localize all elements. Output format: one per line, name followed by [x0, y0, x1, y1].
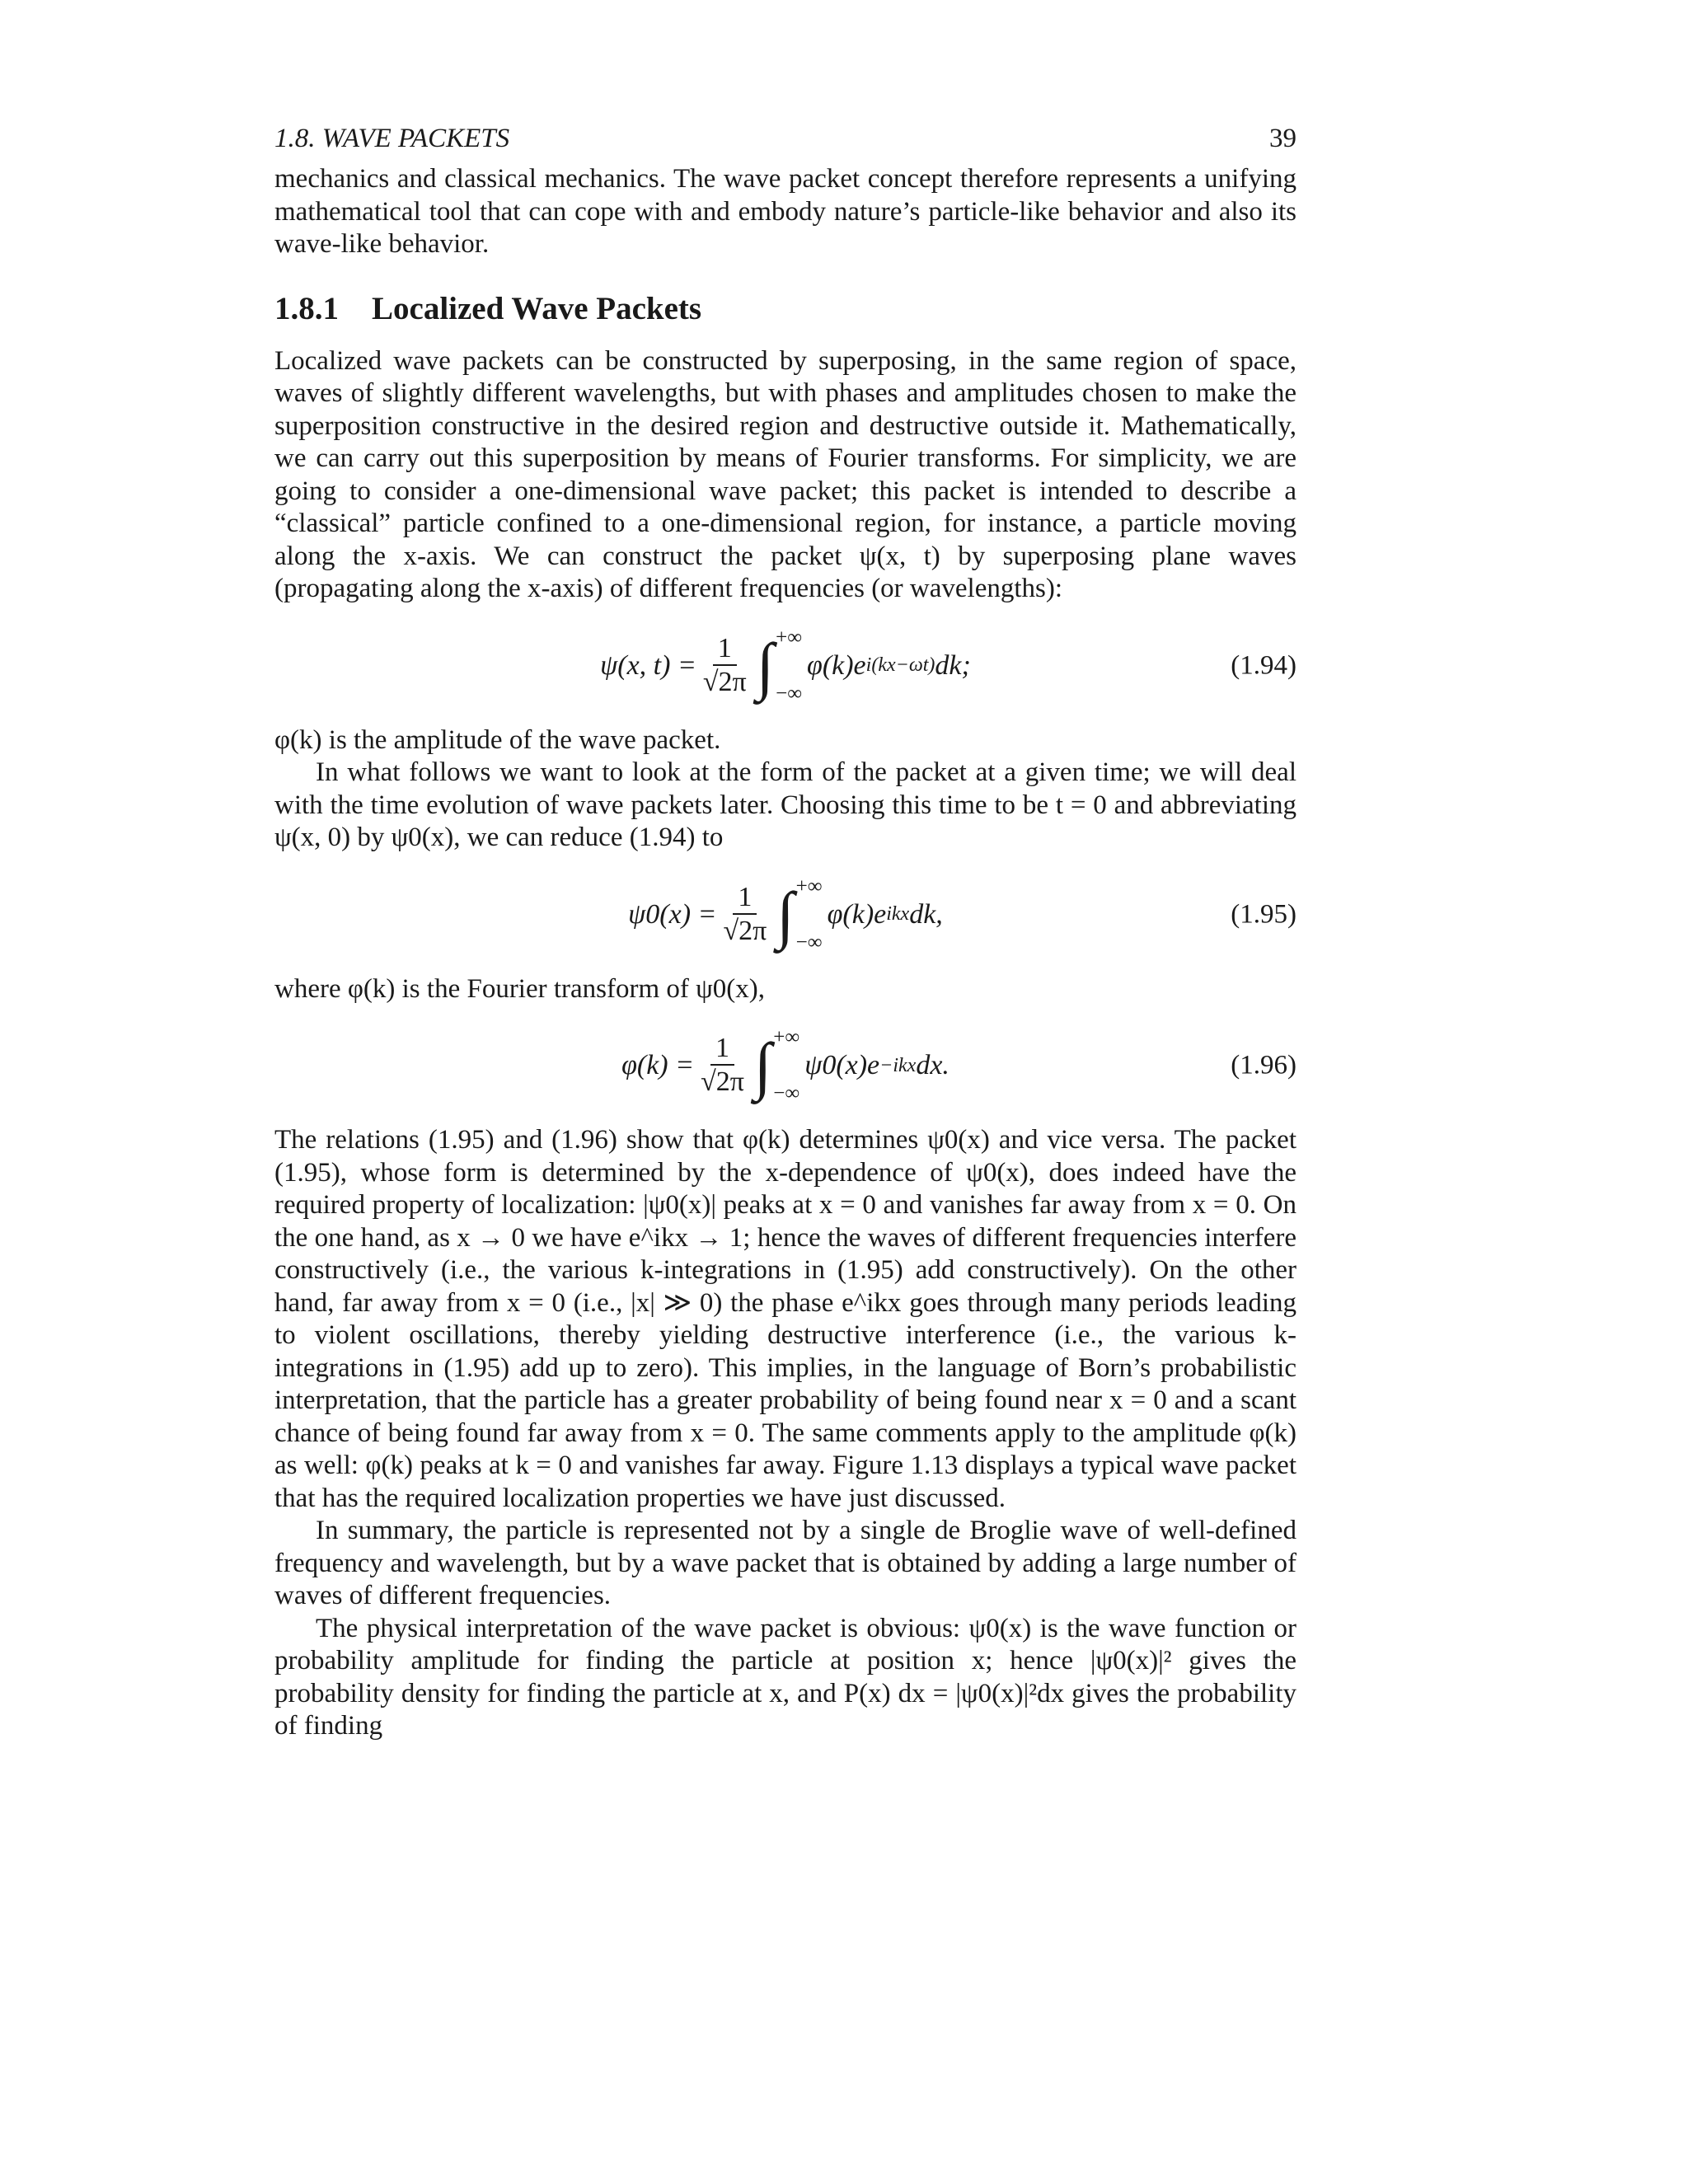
eq96-integrand: ψ0(x)e [804, 1050, 880, 1080]
eq95-differential: dk, [909, 898, 943, 930]
book-page [274, 124, 1296, 1743]
eq95-numerator: 1 [733, 882, 757, 915]
eq94-exponent: i(kx−ωt) [865, 654, 935, 676]
eq96-lhs: φ(k) = [621, 1050, 695, 1080]
eq96-integral-sign: ∫ +∞ −∞ [753, 1026, 800, 1104]
eq94-tag: (1.94) [1231, 650, 1296, 680]
paragraph-time: In what follows we want to look at the form of the packet at a given time; we will deal with the time evolution of wave packets later. Choosing this time to be t = 0 and abbreviating ψ(x, 0) by ψ0(x), we can reduce (1.94) to [274, 757, 1296, 852]
eq96-lower-limit: −∞ [773, 1082, 800, 1104]
section-heading [274, 291, 1296, 327]
eq95-lower-limit: −∞ [795, 930, 823, 954]
running-header-section: 1.8. WAVE PACKETS [274, 124, 510, 153]
eq96-upper-limit: +∞ [773, 1026, 800, 1048]
eq95-upper-limit: +∞ [795, 874, 823, 898]
eq94-differential: dk; [935, 649, 971, 681]
eq95-exponent: ikx [886, 903, 910, 925]
eq95-integral-sign: ∫ +∞ −∞ [776, 874, 823, 954]
eq96-fraction [701, 1033, 744, 1099]
section-title: Localized Wave Packets [372, 290, 702, 326]
eq95-integrand: φ(k)e [827, 898, 887, 930]
eq95-fraction [723, 882, 767, 948]
eq96-tag: (1.96) [1231, 1050, 1296, 1080]
eq95-denominator: √2π [723, 915, 767, 946]
eq95-tag: (1.95) [1231, 899, 1296, 929]
section-number: 1.8.1 [274, 290, 339, 326]
paragraph-intro: Localized wave packets can be constructed by superposing, in the same region of space, waves of slightly different wavelengths, but with phases and amplitudes chosen to make the superposition constructive in the desired region and destructive outside it. Mathematically, we can carry out this superposition by means of Fourier transforms. For simplicity, we are going to consider a one-dimensional wave packet; this packet is intended to describe a “classical” particle confined to a one-dimensional region, for instance, a particle moving along the x-axis. We can construct the packet ψ(x, t) by superposing plane waves (propagating along the x-axis) of different frequencies (or wavelengths): [274, 345, 1296, 603]
page-number: 39 [1269, 124, 1296, 153]
eq96-differential: dx. [916, 1050, 950, 1080]
eq94-lower-limit: −∞ [776, 682, 803, 705]
equation-1-96 [274, 1017, 1296, 1114]
equation-1-95 [274, 866, 1296, 963]
eq94-integrand: φ(k)e [807, 649, 866, 681]
eq94-integral-sign: ∫ +∞ −∞ [756, 626, 803, 705]
eq94-lhs: ψ(x, t) = [600, 649, 696, 681]
running-header [274, 124, 1296, 163]
paragraph-continuation: mechanics and classical mechanics. The wave packet concept therefore represents a unifying mathematical tool that can cope with and embody nature’s particle-like behavior and also its wave-like behavior. [274, 164, 1296, 259]
eq94-numerator: 1 [713, 633, 737, 666]
eq94-fraction [703, 633, 747, 699]
eq96-denominator: √2π [701, 1066, 744, 1097]
eq94-upper-limit: +∞ [776, 626, 803, 649]
paragraph-fourier: where φ(k) is the Fourier transform of ψ0(x), [274, 973, 766, 1004]
paragraph-amplitude: φ(k) is the amplitude of the wave packet. [274, 724, 721, 755]
eq94-denominator: √2π [702, 666, 747, 697]
eq96-numerator: 1 [710, 1033, 734, 1066]
equation-1-94 [274, 617, 1296, 715]
eq96-exponent: −ikx [879, 1054, 917, 1076]
eq95-lhs: ψ0(x) = [628, 898, 717, 930]
paragraph-interpretation: The physical interpretation of the wave packet is obvious: ψ0(x) is the wave function or probability amplitude for finding the particle at position x; hence |ψ0(x)|² gives the probability density for finding the particle at x, and P(x) dx = |ψ0(x)|²dx gives the probability of finding [274, 1613, 1296, 1741]
paragraph-summary: In summary, the particle is represented not by a single de Broglie wave of well-defined frequency and wavelength, but by a wave packet that is obtained by adding a large number of waves of different frequencies. [274, 1516, 1296, 1610]
paragraph-localization: The relations (1.95) and (1.96) show that φ(k) determines ψ0(x) and vice versa. The packet (1.95), whose form is determined by the x-dependence of ψ0(x), does indeed have the required property of localization: |ψ0(x)| peaks at x = 0 and vanishes far away from x = 0. On the one hand, as x → 0 we have e^ikx → 1; hence the waves of different frequencies interfere constructively (i.e., the various k-integrations in (1.95) add constructively). On the other hand, far away from x = 0 (i.e., |x| ≫ 0) the phase e^ikx goes through many periods leading to violent oscillations, thereby yielding destructive interference (i.e., the various k-integrations in (1.95) add up to zero). This implies, in the language of Born’s probabilistic interpretation, that the particle has a greater probability of being found near x = 0 and a scant chance of being found far away from x = 0. The same comments apply to the amplitude φ(k) as well: φ(k) peaks at k = 0 and vanishes far away. Figure 1.13 displays a typical wave packet that has the required localization properties we have just discussed. [274, 1125, 1296, 1513]
